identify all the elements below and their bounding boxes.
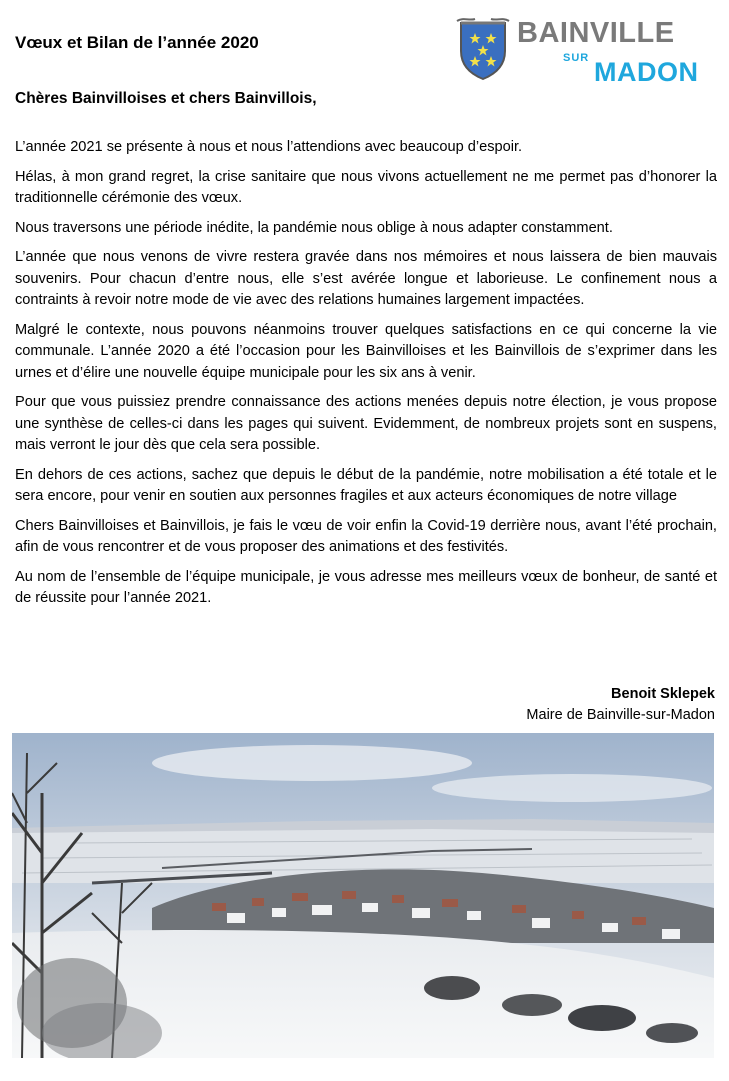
crest-icon bbox=[455, 17, 511, 81]
town-logo bbox=[455, 15, 715, 90]
letter-paragraph: Hélas, à mon grand regret, la crise sanitaire que nous vivons actuellement ne me permet pas d’honorer la traditionnelle cérémonie des vœux. bbox=[15, 168, 717, 206]
letter-paragraph: Malgré le contexte, nous pouvons néanmoins trouver quelques satisfactions en ce qui concerne la vie communale. L’année 2020 a été l’occasion pour les Bainvilloises et les Bainvillois de s’exprimer dans les urnes et d’élire une nouvelle équipe municipale pour les six ans à venir. bbox=[15, 321, 717, 381]
signature-block bbox=[526, 684, 715, 726]
logo-text-madon: MADON bbox=[594, 57, 699, 87]
landscape-photo bbox=[12, 733, 714, 1058]
letter-paragraph: Chers Bainvilloises et Bainvillois, je fais le vœu de voir enfin la Covid-19 derrière nous, avant l’été prochain, afin de vous rencontrer et de vous proposer des animations et des festivités. bbox=[15, 517, 717, 555]
letter-paragraph: Au nom de l’ensemble de l’équipe municipale, je vous adresse mes meilleurs vœux de bonheur, de santé et de réussite pour l’année 2021. bbox=[15, 568, 717, 606]
letter-paragraph: En dehors de ces actions, sachez que depuis le début de la pandémie, notre mobilisation a été totale et le sera encore, pour venir en soutien aux personnes fragiles et aux acteurs économiques de notre village bbox=[15, 466, 717, 504]
letter-paragraph: L’année 2021 se présente à nous et nous l’attendions avec beaucoup d’espoir. bbox=[15, 139, 523, 155]
letter-paragraph: Nous traversons une période inédite, la pandémie nous oblige à nous adapter constamment. bbox=[15, 219, 613, 236]
logo-text-sur: SUR bbox=[563, 52, 590, 64]
page-title: Vœux et Bilan de l’année 2020 bbox=[15, 33, 259, 52]
signature-name: Benoit Sklepek bbox=[611, 686, 715, 702]
letter-paragraph: L’année que nous venons de vivre restera gravée dans nos mémoires et nous laissera de bien mauvais souvenirs. Pour chacun d’entre nous, elle s’est avérée longue et laborieuse. Le confinement nous a contraints à revoir notre mode de vie avec des relations humaines largement impactées. bbox=[15, 249, 717, 308]
letter-greeting: Chères Bainvilloises et chers Bainvillois, bbox=[15, 90, 317, 107]
letter-paragraph: Pour que vous puissiez prendre connaissance des actions menées depuis notre élection, je vous propose une synthèse de celles-ci dans les pages qui suivent. Evidemment, de nombreux projets sont en suspens, mais verront le jour dès que cela sera possible. bbox=[15, 394, 717, 453]
letter-body bbox=[15, 137, 717, 618]
snowy-village-image bbox=[12, 733, 714, 1058]
logo-text-bainville: BAINVILLE bbox=[517, 17, 675, 49]
signature-title: Maire de Bainville-sur-Madon bbox=[526, 707, 715, 723]
